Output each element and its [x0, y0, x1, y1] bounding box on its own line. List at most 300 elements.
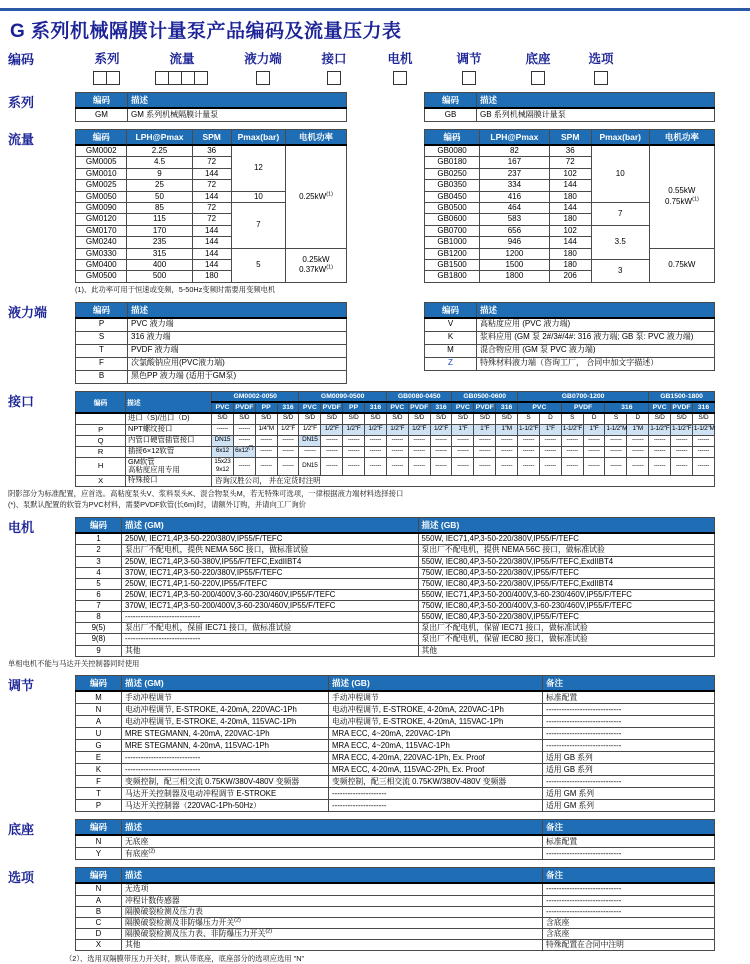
interface-cell: ------: [408, 446, 430, 457]
table-cell: K: [425, 331, 477, 344]
table-cell: GB1000: [425, 237, 480, 248]
material-header: 316: [430, 402, 452, 413]
interface-cell: ------: [649, 446, 671, 457]
options-label: 选项: [8, 870, 35, 886]
column-header: 备注: [543, 820, 715, 836]
adjust-label: 调节: [8, 678, 35, 694]
column-header: 编码: [425, 130, 480, 146]
interface-cell: 1"M: [627, 424, 649, 435]
table-cell: GB1800: [425, 271, 480, 282]
table-cell: GM0025: [76, 180, 127, 191]
coding-field-label: 调节: [456, 52, 482, 66]
table-cell: 85: [127, 202, 192, 213]
interface-cell: ------: [277, 446, 299, 457]
table-cell: 144: [549, 202, 591, 213]
table-cell: 高粘度应用 (PVC 液力端): [477, 318, 715, 332]
code-boxes: [94, 71, 120, 85]
table-cell: 马达开关控制器（220VAC-1Ph-50Hz）: [122, 800, 329, 812]
interface-cell: ------: [321, 435, 343, 446]
table-cell: GB0700: [425, 225, 480, 236]
table-row: [76, 518, 715, 534]
material-header: PVC: [452, 402, 474, 413]
column-header: 电机功率: [285, 130, 346, 146]
table-row: [76, 318, 347, 332]
interface-cell: ------: [496, 457, 518, 475]
column-header: 描述 (GM): [122, 518, 419, 534]
table-cell: 特殊配置在合同中注明: [543, 940, 715, 951]
table-cell: 变频控制，配三相交流 0.75KW/380V-480V 变频器: [329, 776, 543, 788]
interface-cell: ------: [408, 435, 430, 446]
table-cell: -----------------------------: [543, 906, 715, 917]
coding-field-label: 底座: [525, 52, 551, 66]
table-row: [76, 906, 715, 917]
interface-cell: S/D: [343, 413, 365, 425]
table-row: [76, 704, 715, 716]
table-row: [76, 370, 347, 383]
table-cell: 含底座: [543, 917, 715, 928]
table-cell: 656: [480, 225, 550, 236]
table-cell: 946: [480, 237, 550, 248]
table-cell: 1800: [480, 271, 550, 282]
table-cell: 手动冲程调节: [329, 691, 543, 704]
interface-cell: ------: [649, 457, 671, 475]
table-head: [425, 93, 715, 109]
material-header: PP: [255, 402, 277, 413]
page-title: G 系列机械隔膜计量泵产品编码及流量压力表: [10, 21, 402, 42]
power-cell: 0.75kW: [649, 248, 714, 282]
table-cell: GM0010: [76, 168, 127, 179]
table-cell: 9: [127, 168, 192, 179]
table-row: [76, 788, 715, 800]
interface-code-cell: R: [76, 446, 126, 457]
table-row: [76, 302, 347, 318]
interface-cell: ------: [605, 446, 627, 457]
table-cell: 变频控制，配三相交流 0.75KW/380V-480V 变频器: [122, 776, 329, 788]
table-cell: 102: [549, 225, 591, 236]
table-cell: 250W, IEC71,4P,3-50-380V,IP55/F/TEFC,ExdIIBT4: [122, 556, 419, 567]
group-header: GM0002-0050: [212, 391, 299, 402]
table-body: [425, 145, 715, 282]
table-body: [76, 145, 347, 282]
material-header: PVDF: [475, 403, 494, 411]
interface-cell: ------: [583, 435, 605, 446]
base-table: [75, 819, 715, 860]
table-cell: 464: [480, 202, 550, 213]
interface-cell: ------: [212, 424, 234, 435]
interface-cell: ------: [627, 435, 649, 446]
table-head: [76, 302, 347, 318]
table-row: [76, 533, 715, 545]
interface-cell: ------: [671, 446, 693, 457]
table-row: [76, 716, 715, 728]
table-cell: 泵出厂不配电机，提供 NEMA 56C 接口，做标准试验: [122, 545, 419, 556]
table-cell: 其他: [122, 645, 419, 656]
table-cell: 隔膜破裂检测及压力表: [122, 906, 543, 917]
table-cell: F: [76, 357, 128, 370]
interface-cell: ------: [605, 457, 627, 475]
table-cell: -----------------------------: [122, 752, 329, 764]
column-header: 备注: [543, 868, 715, 884]
interface-cell: 1/2"F: [365, 424, 387, 435]
table-cell: 次氯酸钠应用(PVC液力端): [128, 357, 347, 370]
table-head: [76, 518, 715, 534]
interface-cell: S/D: [430, 413, 452, 425]
table-row: [76, 391, 715, 402]
pmax-cell: 5: [231, 248, 285, 282]
interface-note-1: 阴影部分为标准配置，应首选。高粘度泵头V、浆料泵头K、混合物泵头M，若无特殊可选项，一律根据液力端材料选择接口: [8, 488, 404, 498]
interface-cell: ------: [233, 457, 255, 475]
table-cell: 电动冲程调节, E-STROKE, 4-20mA, 115VAC-1Ph: [122, 716, 329, 728]
code-box: [327, 71, 341, 85]
interface-cell: ------: [539, 446, 561, 457]
table-cell: 180: [549, 214, 591, 225]
table-cell: -----------------------------: [543, 883, 715, 895]
column-header: 描述: [477, 302, 715, 318]
table-cell: 9: [76, 645, 122, 656]
interface-cell: ------: [561, 446, 583, 457]
table-cell: 4.5: [127, 157, 192, 168]
table-cell: 144: [549, 237, 591, 248]
column-header: Pmax(bar): [231, 130, 285, 146]
table-row: [76, 691, 715, 704]
table-cell: GB1200: [425, 248, 480, 259]
table-row: [425, 331, 715, 344]
interface-cell: 1-1/2"F: [561, 424, 583, 435]
table-cell: 750W, IEC80,4P,3-50-220/380V,IP55/F/TEFC,ExdIIBT4: [418, 578, 715, 589]
table-row: [76, 93, 347, 109]
coding-field-label: 系列: [94, 52, 120, 66]
table-cell: GM0170: [76, 225, 127, 236]
table-cell: 标准配置: [543, 691, 715, 704]
table-cell: 250W, IEC71,4P,3-50-200/400V,3-60-230/460V,IP55/F/TEFC: [122, 589, 419, 600]
table-cell: 72: [192, 214, 231, 225]
interface-cell: 1/2"F: [408, 424, 430, 435]
interface-cell: ------: [365, 446, 387, 457]
table-cell: 144: [549, 180, 591, 191]
column-header: 编码: [76, 391, 126, 413]
interface-desc-cell: 特殊接口: [126, 475, 212, 486]
interface-note-2: (*)、泵默认配置的软管为PVC材料，需要PVDF软管(长6m)时，请额外订购，并请向工厂询价: [8, 500, 306, 510]
interface-cell: 1-1/2"F: [518, 424, 540, 435]
table-cell: 其他: [418, 645, 715, 656]
flow-gb-table: [424, 129, 715, 283]
table-head: [76, 93, 347, 109]
table-cell: 144: [192, 191, 231, 202]
table-head: [76, 820, 715, 836]
table-cell: 315: [127, 248, 192, 259]
flow-section: [8, 129, 715, 295]
interface-cell: 1/2"F: [321, 424, 343, 435]
code-box: [93, 71, 107, 85]
interface-cell: S/D: [649, 413, 671, 425]
table-cell: 237: [480, 168, 550, 179]
table-cell: 4: [76, 567, 122, 578]
interface-cell: S/D: [255, 413, 277, 425]
table-cell: GB: [425, 108, 477, 122]
table-cell: 电动冲程调节, E-STROKE, 4-20mA, 220VAC-1Ph: [329, 704, 543, 716]
table-cell: A: [76, 716, 122, 728]
table-cell: -----------------------------: [543, 895, 715, 906]
column-header: 编码: [76, 676, 122, 692]
top-rule: [0, 8, 750, 11]
table-cell: GB0500: [425, 202, 480, 213]
table-cell: 334: [480, 180, 550, 191]
table-cell: GM0005: [76, 157, 127, 168]
column-header: LPH@Pmax: [127, 130, 192, 146]
interface-cell: 1-1/2"M: [605, 424, 627, 435]
table-cell: 416: [480, 191, 550, 202]
interface-cell: ------: [386, 435, 408, 446]
coding-field: [139, 49, 225, 85]
interface-cell: ------: [561, 435, 583, 446]
table-cell: GM0240: [76, 237, 127, 248]
interface-cell: D: [539, 413, 561, 425]
table-cell: -----------------------------: [543, 848, 715, 860]
coding-field-label: 流量: [169, 52, 195, 66]
column-header: 描述: [126, 391, 212, 413]
table-cell: M: [425, 344, 477, 357]
interface-cell: DN15: [299, 457, 321, 475]
table-cell: -----------------------------: [543, 716, 715, 728]
table-cell: T: [76, 788, 122, 800]
interface-cell: 1"F: [539, 424, 561, 435]
table-row: [425, 344, 715, 357]
table-cell: 180: [192, 271, 231, 282]
interface-cell: 1-1/2"M: [692, 424, 714, 435]
coding-section: [8, 49, 715, 85]
code-boxes: [595, 71, 608, 85]
table-row: [76, 764, 715, 776]
table-cell: V: [425, 318, 477, 332]
table-head: [425, 130, 715, 146]
table-cell: 250W, IEC71,4P,1-50-220V,IP55/F/TEFC: [122, 578, 419, 589]
interface-cell: ------: [233, 424, 255, 435]
hydraulic-section: [8, 302, 715, 384]
motor-table: [75, 517, 715, 656]
code-box: [393, 71, 407, 85]
interface-cell: S/D: [233, 413, 255, 425]
table-head: [76, 130, 347, 146]
interface-cell: ------: [671, 435, 693, 446]
table-cell: 180: [549, 259, 591, 270]
column-header: 描述: [128, 302, 347, 318]
coding-field: [225, 49, 301, 85]
column-header: SPM: [549, 130, 591, 146]
table-row: [76, 475, 715, 486]
interface-cell: 1/4"M: [255, 424, 277, 435]
table-cell: 370W, IEC71,4P,3-50-220/380V,IP55/F/TEFC: [122, 567, 419, 578]
table-cell: 36: [192, 145, 231, 157]
interface-cell: ------: [518, 446, 540, 457]
table-cell: 马达开关控制器及电动冲程调节 E-STROKE: [122, 788, 329, 800]
table-cell: 7: [76, 601, 122, 612]
coding-field: [571, 49, 631, 85]
material-header: PVDF: [235, 403, 254, 411]
table-cell: 550W, IEC71,4P,3-50-200/400V,3-60-230/460V,IP55/F/TEFC: [418, 589, 715, 600]
table-row: [76, 676, 715, 692]
interface-code-cell: X: [76, 475, 126, 486]
coding-field: [75, 49, 139, 85]
table-cell: GB0080: [425, 145, 480, 157]
interface-desc-cell: NPT螺纹接口: [126, 424, 212, 435]
table-cell: 3: [76, 556, 122, 567]
interface-cell: D: [583, 413, 605, 425]
interface-cell: ------: [277, 435, 299, 446]
table-body: [76, 691, 715, 812]
code-box: [462, 71, 476, 85]
table-cell: N: [76, 883, 122, 895]
table-row: [425, 318, 715, 332]
table-cell: B: [76, 906, 122, 917]
table-cell: MRE STEGMANN, 4-20mA, 220VAC-1Ph: [122, 728, 329, 740]
code-box: [168, 71, 182, 85]
interface-cell: ------: [233, 435, 255, 446]
column-header: Pmax(bar): [591, 130, 649, 146]
table-cell: 适用 GB 系列: [543, 764, 715, 776]
table-cell: B: [76, 370, 128, 383]
interface-cell: S/D: [321, 413, 343, 425]
table-cell: T: [76, 344, 128, 357]
material-header: PVDF: [561, 402, 605, 413]
table-cell: 82: [480, 145, 550, 157]
table-cell: -----------------------------: [122, 764, 329, 776]
column-header: SPM: [192, 130, 231, 146]
base-section: [8, 819, 715, 860]
interface-code-cell: Q: [76, 435, 126, 446]
interface-cell: S/D: [365, 413, 387, 425]
table-row: [76, 752, 715, 764]
interface-cell: S/D: [212, 413, 234, 425]
table-row: [425, 248, 715, 259]
group-header: GB0080-0450: [386, 391, 452, 402]
interface-cell: 6x12: [212, 446, 234, 457]
table-cell: 隔膜破裂检测及非防爆压力开关$^{(2)}$: [122, 917, 543, 928]
interface-cell: ------: [321, 457, 343, 475]
table-cell: PVDF 液力端: [128, 344, 347, 357]
table-row: [76, 868, 715, 884]
table-row: [425, 357, 715, 370]
table-cell: P: [76, 800, 122, 812]
table-cell: 1500: [480, 259, 550, 270]
table-cell: S: [76, 331, 128, 344]
material-header: PVC: [212, 402, 234, 413]
document-page: [0, 8, 750, 964]
table-cell: GB0250: [425, 168, 480, 179]
interface-cell: ------: [365, 435, 387, 446]
table-cell: 电动冲程调节, E-STROKE, 4-20mA, 115VAC-1Ph: [329, 716, 543, 728]
table-row: [425, 108, 715, 122]
table-cell: GM0400: [76, 259, 127, 270]
interface-desc-cell: 内管口硬管插管接口: [126, 435, 212, 446]
hydraulic-label: 液力端: [8, 304, 48, 320]
table-row: [76, 578, 715, 589]
interface-cell: ------: [583, 446, 605, 457]
table-row: [76, 623, 715, 634]
table-cell: 206: [549, 271, 591, 282]
table-cell: PVC 液力端: [128, 318, 347, 332]
table-cell: MRA ECC, 4~20mA, 220VAC-1Ph: [329, 728, 543, 740]
code-boxes: [532, 71, 545, 85]
motor-label: 电机: [8, 520, 35, 536]
table-cell: 黑色PP 液力端 (适用于GM泵): [128, 370, 347, 383]
interface-cell: DN15: [212, 435, 234, 446]
table-row: [76, 344, 347, 357]
table-cell: N: [76, 704, 122, 716]
interface-cell: 1"F: [474, 424, 496, 435]
table-cell: GM0500: [76, 271, 127, 282]
interface-cell: S/D: [474, 413, 496, 425]
interface-cell: ------: [430, 457, 452, 475]
code-box: [181, 71, 195, 85]
hydraulic-left-table: [75, 302, 347, 384]
table-cell: GB1500: [425, 259, 480, 270]
column-header: LPH@Pmax: [480, 130, 550, 146]
interface-cell: ------: [692, 457, 714, 475]
table-cell: 25: [127, 180, 192, 191]
table-cell: 隔膜破裂检测及压力表、非防爆压力开关$^{(2)}$: [122, 928, 543, 939]
coding-label: 编码: [8, 52, 35, 67]
table-cell: Y: [76, 848, 122, 860]
table-row: [76, 556, 715, 567]
table-body: [425, 318, 715, 371]
column-header: 描述 (GB): [329, 676, 543, 692]
interface-cell: ------: [627, 457, 649, 475]
coding-field: [367, 49, 433, 85]
table-cell: GM0002: [76, 145, 127, 157]
table-cell: A: [76, 895, 122, 906]
interface-cell: S/D: [277, 413, 299, 425]
interface-cell: ------: [343, 446, 365, 457]
table-cell: 370W, IEC71,4P,3-50-200/400V,3-60-230/460V,IP55/F/TEFC: [122, 601, 419, 612]
column-header: 描述 (GM): [122, 676, 329, 692]
table-cell: 2: [76, 545, 122, 556]
interface-cell: S: [605, 413, 627, 425]
code-box: [531, 71, 545, 85]
material-header: 316: [692, 402, 714, 413]
column-header: 编码: [76, 93, 128, 109]
table-cell: MRA ECC, 4-20mA, 115VAC-2Ph, Ex. Proof: [329, 764, 543, 776]
table-row: [76, 917, 715, 928]
table-cell: 316 液力端: [128, 331, 347, 344]
table-cell: 无底座: [122, 835, 543, 848]
table-cell: 9(5): [76, 623, 122, 634]
adjust-section: [8, 675, 715, 812]
material-header: PVC: [386, 402, 408, 413]
table-cell: 72: [192, 157, 231, 168]
table-row: [76, 820, 715, 836]
table-cell: GB0180: [425, 157, 480, 168]
table-row: [76, 424, 715, 435]
interface-cell: ------: [255, 457, 277, 475]
interface-cell: ------: [474, 446, 496, 457]
coding-field-label: 电机: [387, 52, 413, 66]
interface-cell: S: [518, 413, 540, 425]
interface-cell: 1/2"F: [277, 424, 299, 435]
flow-gm-table: [75, 129, 347, 283]
interface-cell: ------: [452, 457, 474, 475]
pmax-cell: 12: [231, 145, 285, 191]
table-row: [76, 645, 715, 656]
table-cell: 冲程计数传感器: [122, 895, 543, 906]
table-row: [76, 776, 715, 788]
table-row: [76, 545, 715, 556]
interface-cell: ------: [692, 446, 714, 457]
table-cell: 144: [192, 237, 231, 248]
group-header: GM0090-0500: [299, 391, 386, 402]
interface-section: [8, 391, 715, 511]
table-cell: 泵出厂不配电机，保留 IEC71 接口，做标准试验: [418, 623, 715, 634]
column-header: 备注: [543, 676, 715, 692]
